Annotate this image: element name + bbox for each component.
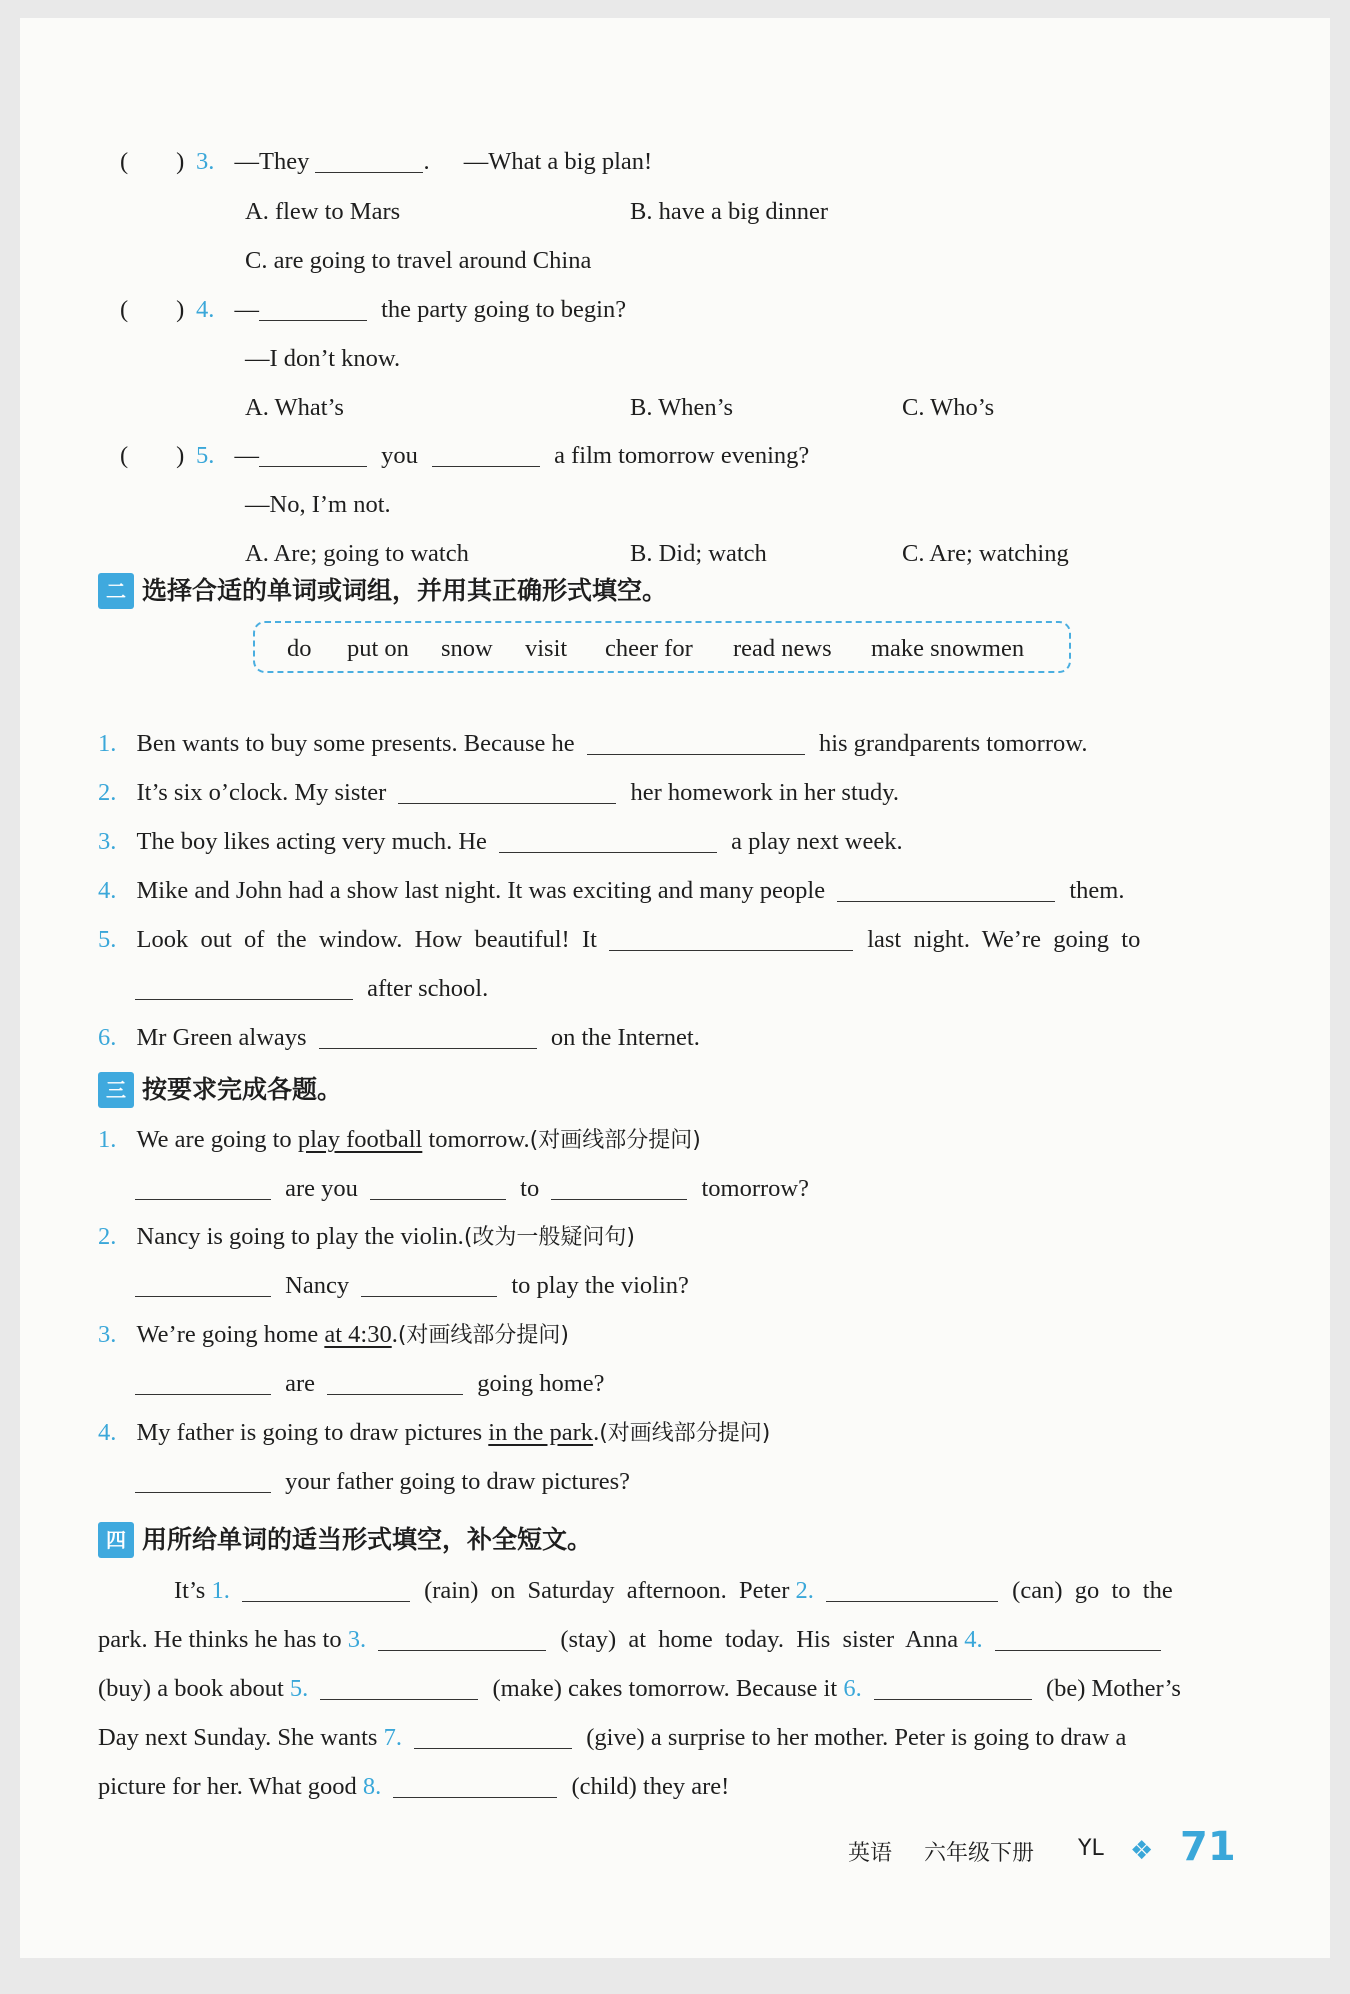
blank[interactable] [432,444,540,467]
footer-edition: YL [1078,1836,1104,1861]
word-bank-item: do [287,635,312,662]
passage-line-4: Day next Sunday. She wants 7. (give) a surprise to her mother. Peter is going to draw a [98,1724,1127,1751]
task-item-1-answer: are you to tomorrow? [135,1173,809,1205]
blank[interactable] [609,928,853,951]
answer-line: —No, I’m not. [245,491,391,518]
fill-item-1: 1. Ben wants to buy some presents. Because he his grandparents tomorrow. [98,730,1088,757]
blank[interactable] [370,1177,506,1200]
answer-bracket[interactable]: ( ) [120,148,185,175]
blank[interactable] [135,1470,271,1493]
blank[interactable] [242,1579,410,1602]
passage-line-2: park. He thinks he has to 3. (stay) at home today. His sister Anna 4. [98,1624,1161,1656]
section-2-heading: 二 选择合适的单词或词组，并用其正确形式填空。 [98,573,667,609]
answer-bracket[interactable]: ( ) [120,442,185,469]
diamond-icon: ❖ [1130,1836,1154,1866]
blank[interactable] [315,150,423,173]
fill-item-2: 2. It’s six o’clock. My sister her homework in her study. [98,779,900,806]
question-3: ( ) 3. —They . —What a big plan! [120,146,652,178]
blank[interactable] [826,1579,998,1602]
page-number: 71 [1180,1824,1236,1870]
blank[interactable] [587,732,805,755]
word-bank-item: put on [347,635,409,662]
task-item-4-answer: your father going to draw pictures? [135,1466,630,1498]
task-item-2-answer: Nancy to play the violin? [135,1270,689,1302]
option-c: C. are going to travel around China [245,247,592,274]
blank[interactable] [414,1726,572,1749]
blank[interactable] [135,1274,271,1297]
blank[interactable] [135,977,353,1000]
section-badge: 二 [98,573,134,609]
word-bank-item: make snowmen [871,635,1025,662]
task-item-2: 2. Nancy is going to play the violin.(改为一般疑问句) [98,1223,635,1250]
blank[interactable] [995,1628,1161,1651]
option-c: C. Who’s [902,394,995,421]
blank[interactable] [259,298,367,321]
task-item-3-answer: are going home? [135,1368,605,1400]
section-badge: 三 [98,1072,134,1108]
question-number: 3. [196,148,215,175]
option-c: C. Are; watching [902,540,1069,567]
word-bank-item: visit [525,635,568,662]
blank[interactable] [259,444,367,467]
blank[interactable] [320,1677,478,1700]
blank[interactable] [837,879,1055,902]
blank[interactable] [398,781,616,804]
word-bank-item: cheer for [605,635,693,662]
blank[interactable] [378,1628,546,1651]
word-bank-item: read news [733,635,832,662]
blank[interactable] [361,1274,497,1297]
option-a: A. Are; going to watch [245,540,469,567]
option-b: B. When’s [630,394,733,421]
option-a: A. flew to Mars [245,198,401,225]
answer-line: —I don’t know. [245,345,401,372]
fill-item-6: 6. Mr Green always on the Internet. [98,1024,700,1051]
footer-grade: 六年级下册 [924,1841,1035,1866]
fill-item-5: 5. Look out of the window. How beautiful! It last night. We’re going to [98,926,1141,953]
option-a: A. What’s [245,394,344,421]
fill-item-5-cont: after school. [135,973,488,1005]
option-b: B. have a big dinner [630,198,828,225]
section-4-heading: 四 用所给单词的适当形式填空，补全短文。 [98,1522,592,1558]
passage-line-5: picture for her. What good 8. (child) they are! [98,1773,730,1800]
word-bank-item: snow [441,635,493,662]
question-4: ( ) 4. — the party going to begin? [120,294,626,326]
section-3-heading: 三 按要求完成各题。 [98,1072,342,1108]
option-b: B. Did; watch [630,540,767,567]
blank[interactable] [551,1177,687,1200]
task-item-1: 1. We are going to play football tomorrow.(对画线部分提问) [98,1126,701,1153]
blank[interactable] [135,1372,271,1395]
blank[interactable] [499,830,717,853]
question-5: ( ) 5. — you a film tomorrow evening? [120,440,809,472]
task-item-4: 4. My father is going to draw pictures in the park.(对画线部分提问) [98,1419,771,1446]
footer-subject: 英语 [848,1841,893,1866]
word-bank [253,621,1071,673]
fill-item-4: 4. Mike and John had a show last night. It was exciting and many people them. [98,877,1125,904]
task-item-3: 3. We’re going home at 4:30.(对画线部分提问) [98,1321,570,1348]
answer-bracket[interactable]: ( ) [120,296,185,323]
section-badge: 四 [98,1522,134,1558]
blank[interactable] [135,1177,271,1200]
worksheet-page [20,18,1330,1958]
blank[interactable] [393,1775,557,1798]
passage-line-1: It’s 1. (rain) on Saturday afternoon. Peter 2. (can) go to the [174,1577,1173,1604]
passage-line-3: (buy) a book about 5. (make) cakes tomorrow. Because it 6. (be) Mother’s [98,1675,1181,1702]
blank[interactable] [874,1677,1032,1700]
blank[interactable] [327,1372,463,1395]
blank[interactable] [319,1026,537,1049]
fill-item-3: 3. The boy likes acting very much. He a play next week. [98,828,903,855]
